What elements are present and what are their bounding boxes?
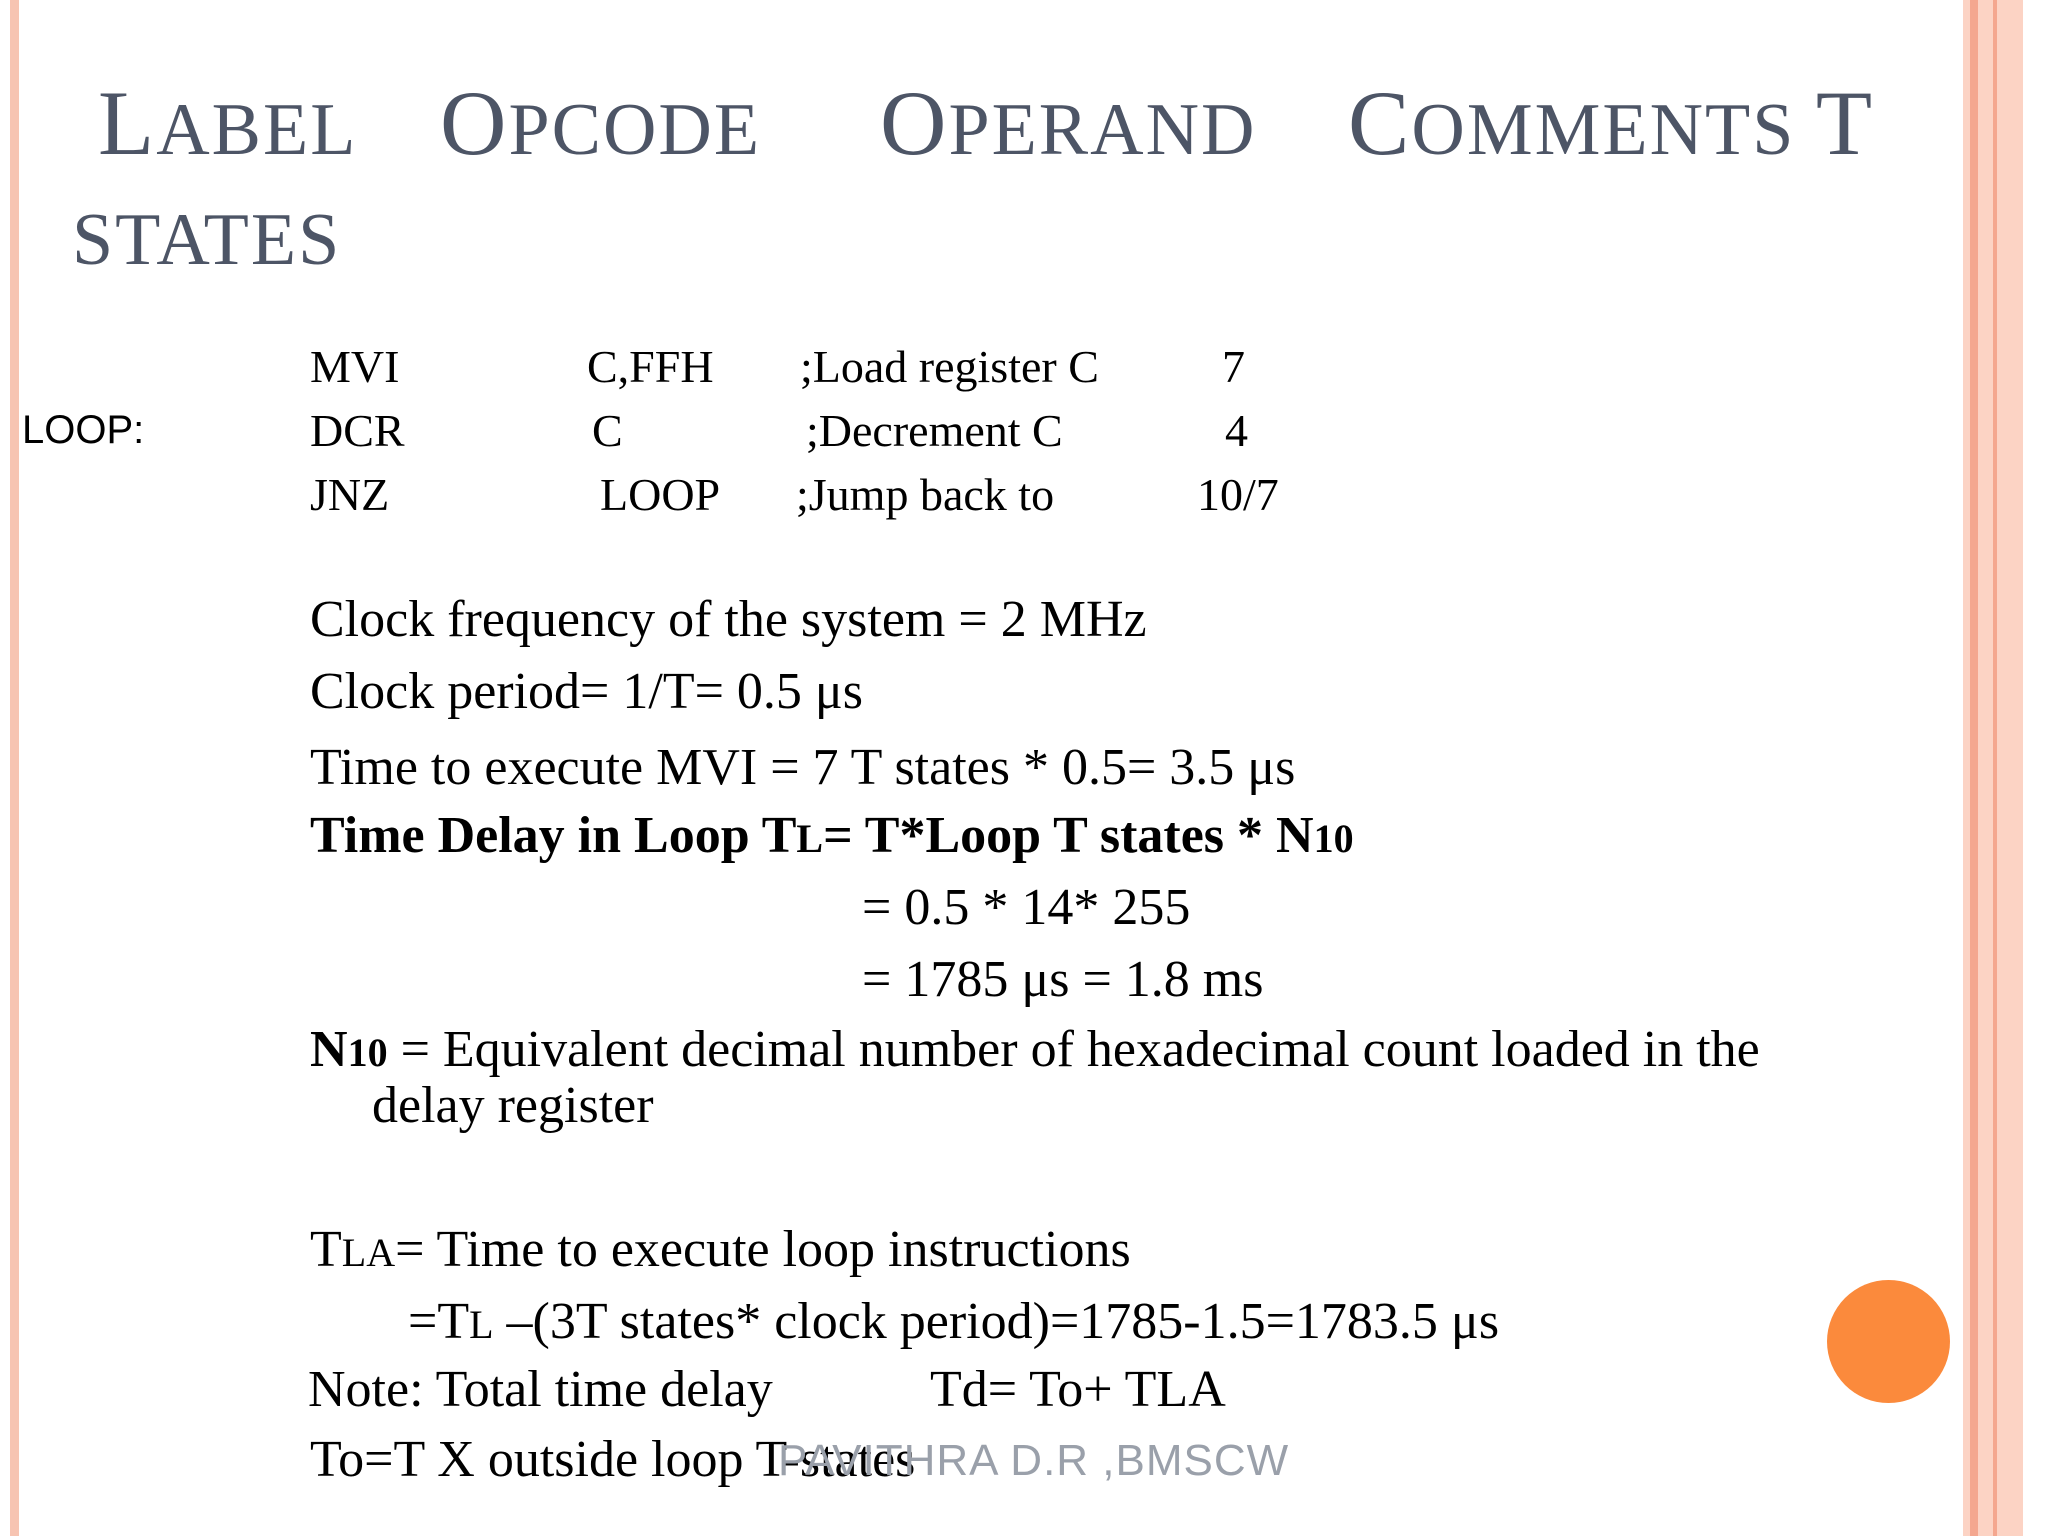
delay-formula xyxy=(310,806,1354,865)
code-comment-3: ;Jump back to xyxy=(796,469,1055,520)
tla-sub: LA xyxy=(341,1230,396,1275)
code-tstates-2: 4 xyxy=(1225,405,1248,456)
title-comments: COMMENTS T xyxy=(1348,72,1875,174)
tla-T: T xyxy=(310,1221,342,1278)
n10-text: = Equivalent decimal number of hexadecimal count loaded in the xyxy=(387,1021,1760,1078)
code-comment-2: ;Decrement C xyxy=(806,405,1063,456)
tla-text: = Time to execute loop instructions xyxy=(395,1221,1131,1278)
delay-eq2: = 1785 μs = 1.8 ms xyxy=(862,951,1264,1008)
code-operand-1: C,FFH xyxy=(587,341,714,392)
accent-circle xyxy=(1827,1280,1950,1403)
tla-definition xyxy=(310,1220,1131,1279)
tla-eq-text: –(3T states* clock period)=1785-1.5=1783.5 μs xyxy=(493,1293,1500,1350)
code-tstates-3: 10/7 xyxy=(1197,469,1279,520)
code-operand-3: LOOP xyxy=(600,469,721,520)
n10-text-line2: delay register xyxy=(372,1077,654,1134)
n10-sub: 10 xyxy=(347,1030,388,1075)
slide-frame-right-line xyxy=(1993,0,1997,1536)
title-opcode: OPCODE xyxy=(440,72,762,174)
delay-mid: = T*Loop T states * N xyxy=(823,807,1314,864)
slide-frame-left xyxy=(10,0,19,1536)
code-opcode-1: MVI xyxy=(310,341,400,392)
title-operand: OPERAND xyxy=(880,72,1257,174)
tla-eq-sub: L xyxy=(469,1302,494,1347)
code-tstates-1: 7 xyxy=(1222,341,1245,392)
code-label-2: LOOP: xyxy=(22,408,145,452)
slide-frame-right-stripe xyxy=(1970,0,1978,1536)
n10-N: N xyxy=(310,1021,348,1078)
slide-frame-right-edge xyxy=(2023,0,2048,1536)
note-formula: Td= To+ TLA xyxy=(930,1361,1226,1418)
n10-definition xyxy=(310,1020,1760,1079)
delay-prefix: Time Delay in Loop T xyxy=(310,807,797,864)
clock-frequency: Clock frequency of the system = 2 MHz xyxy=(310,591,1147,648)
clock-period: Clock period= 1/T= 0.5 μs xyxy=(310,663,864,720)
note-line: Note: Total time delay xyxy=(308,1361,773,1418)
mvi-time: Time to execute MVI = 7 T states * 0.5= 3.5 μs xyxy=(310,739,1296,796)
code-operand-2: C xyxy=(592,405,623,456)
tla-equation xyxy=(408,1292,1499,1351)
title-states: STATES xyxy=(72,199,342,281)
code-opcode-2: DCR xyxy=(310,405,405,456)
title-label: LABEL xyxy=(98,72,358,174)
delay-sub: L xyxy=(796,816,824,861)
tla-eq-pre: =T xyxy=(408,1293,470,1350)
code-opcode-3: JNZ xyxy=(310,469,390,520)
footer-author: PAVITHRA D.R ,BMSCW xyxy=(778,1436,1290,1485)
delay-eq1: = 0.5 * 14* 255 xyxy=(862,879,1191,936)
delay-sub2: 10 xyxy=(1313,816,1354,861)
to-line: To=T X outside loop T-states xyxy=(310,1431,916,1488)
code-comment-1: ;Load register C xyxy=(800,341,1099,392)
